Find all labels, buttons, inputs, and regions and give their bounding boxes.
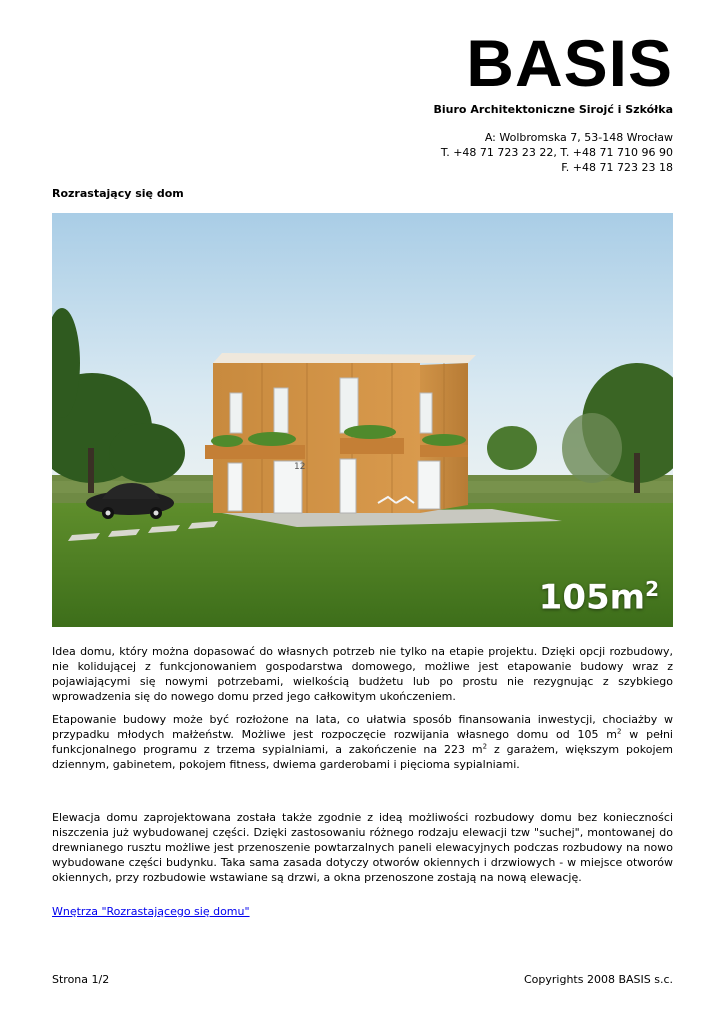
area-unit-sup: 2 — [645, 576, 659, 601]
area-label — [539, 577, 659, 617]
fax-line: F. +48 71 723 23 18 — [561, 161, 673, 174]
page-number: Strona 1/2 — [52, 973, 110, 986]
paragraph-1: Idea domu, który można dopasować do własnych potrzeb nie tylko na etapie projektu. Dzięki opcji rozbudowy, nie kolidującej z funkcjonowaniem gospodarstwa domowego, możliwe jest etapowanie budowy wraz z pojawiającymi się nowymi potrzebami, wielkością budżetu lub po prostu nie rezygnując z szybkiego wprowadzenia się do nowego domu przed jego całkowitym ukończeniem. — [52, 645, 673, 703]
copyright: Copyrights 2008 BASIS s.c. — [523, 973, 673, 986]
basis-logo: BASIS — [466, 26, 673, 100]
paragraph-2-part2: w pełni funkcjonalnego programu z trzema sypialniami, a zakończenie na 223 m — [52, 728, 673, 756]
phone-line: T. +48 71 723 23 22, T. +48 71 710 96 90 — [440, 146, 673, 159]
paragraph-2-sup1: 2 — [617, 727, 622, 736]
document-title: Rozrastający się dom — [52, 187, 184, 200]
paragraph-2-part1: Etapowanie budowy może być rozłożone na lata, co ułatwia sposób finansowania inwestycji, chociażby w przypadku młodych małżeństw. Możliwe jest rozpoczęcie rozwijania własnego domu od 105 m — [52, 713, 673, 741]
address-line: A: Wolbromska 7, 53-148 Wrocław — [484, 131, 673, 144]
paragraph-2-sup2: 2 — [482, 742, 488, 751]
contact-block — [441, 130, 673, 175]
paragraph-2 — [52, 712, 673, 772]
firm-name: Biuro Architektoniczne Sirojć i Szkółka — [433, 103, 673, 116]
house-render-illustration — [52, 213, 673, 627]
area-value: 105m — [538, 577, 646, 617]
paragraph-2-part3: z garażem, większym pokojem dziennym, gabinetem, pokojem fitness, dwiema garderobami i pięcioma sypialniami. — [52, 743, 673, 771]
house-render-photo — [52, 213, 673, 627]
interiors-link[interactable]: Wnętrza "Rozrastającego się domu" — [52, 905, 250, 918]
house-number: 12 — [294, 462, 306, 472]
paragraph-3: Elewacja domu zaprojektowana została także zgodnie z ideą możliwości rozbudowy domu bez konieczności niszczenia już wybudowanej części. Dzięki zastosowaniu różnego rodzaju elewacji tzw "suchej", montowanej do drewnianego rusztu możliwe jest przenoszenie powtarzalnych paneli elewacyjnych podczas rozbudowy na nowo wybudowane części budynku. Taka sama zasada dotyczy otworów okiennych i drzwiowych - w miejsce otworów okiennych, przy rozbudowie wstawiane są drzwi, a okna przenoszone zostają na nową elewację. — [52, 811, 673, 884]
